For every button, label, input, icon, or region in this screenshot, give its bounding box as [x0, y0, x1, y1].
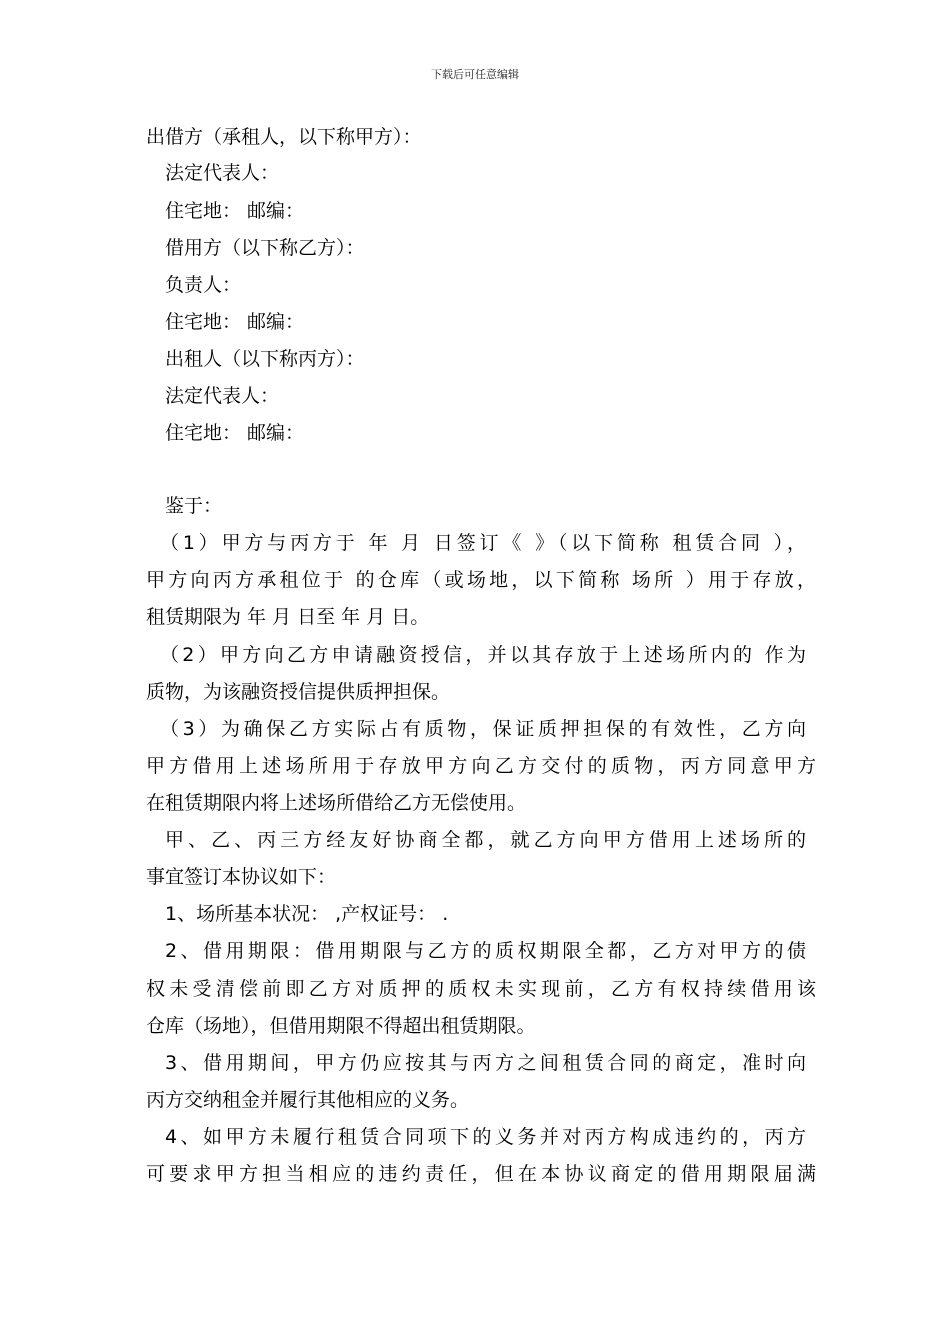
clause-1: 1、场所基本状况： ,产权证号： . [165, 903, 449, 925]
recital-1-line-1: （1）甲方与丙方于 年 月 日签订《 》（以下简称 租赁合同 ）， [160, 532, 806, 554]
party-a-representative: 法定代表人： [165, 162, 280, 184]
agreement-intro-line-2: 事宜签订本协议如下： [146, 866, 337, 888]
page-header: 下载后可任意编辑 [431, 68, 519, 81]
party-a-line: 出借方（承租人，以下称甲方）： [146, 126, 422, 148]
clause-3-line-1: 3、借用期间，甲方仍应按其与丙方之间租赁合同的商定，准时向 [165, 1052, 806, 1074]
clause-4-line-2: 可要求甲方担当相应的违约责任，但在本协议商定的借用期限届满 [146, 1163, 816, 1185]
party-b-responsible: 负责人： [165, 274, 242, 296]
clause-2-line-1: 2、借用期限：借用期限与乙方的质权期限全都，乙方对甲方的债 [165, 940, 806, 962]
party-b-address: 住宅地： 邮编： [165, 311, 305, 333]
recital-1-line-3: 租赁期限为 年 月 日至 年 月 日。 [146, 606, 430, 628]
whereas-heading: 鉴于： [165, 495, 223, 517]
recital-2-line-1: （2）甲方向乙方申请融资授信，并以其存放于上述场所内的 作为 [160, 644, 806, 666]
party-c-address: 住宅地： 邮编： [165, 422, 305, 444]
party-a-address: 住宅地： 邮编： [165, 200, 305, 222]
recital-2-line-2: 质物，为该融资授信提供质押担保。 [146, 681, 451, 703]
clause-2-line-2: 权未受清偿前即乙方对质押的质权未实现前，乙方有权持续借用该 [146, 978, 816, 1000]
recital-3-line-2: 甲方借用上述场所用于存放甲方向乙方交付的质物，丙方同意甲方 [146, 755, 816, 777]
clause-2-line-3: 仓库（场地），但借用期限不得超出租赁期限。 [146, 1015, 536, 1037]
agreement-intro-line-1: 甲、乙、丙三方经友好协商全都，就乙方向甲方借用上述场所的 [165, 829, 806, 851]
recital-3-line-3: 在租赁期限内将上述场所借给乙方无偿使用。 [146, 792, 527, 814]
party-c-line: 出租人（以下称丙方）： [165, 348, 365, 370]
recital-3-line-1: （3）为确保乙方实际占有质物，保证质押担保的有效性，乙方向 [160, 718, 806, 740]
party-b-line: 借用方（以下称乙方）： [165, 237, 365, 259]
party-c-representative: 法定代表人： [165, 385, 280, 407]
recital-1-line-2: 甲方向丙方承租位于 的仓库（或场地，以下简称 场所 ）用于存放， [146, 569, 816, 591]
clause-4-line-1: 4、如甲方未履行租赁合同项下的义务并对丙方构成违约的，丙方 [165, 1126, 806, 1148]
clause-3-line-2: 丙方交纳租金并履行其他相应的义务。 [146, 1089, 470, 1111]
